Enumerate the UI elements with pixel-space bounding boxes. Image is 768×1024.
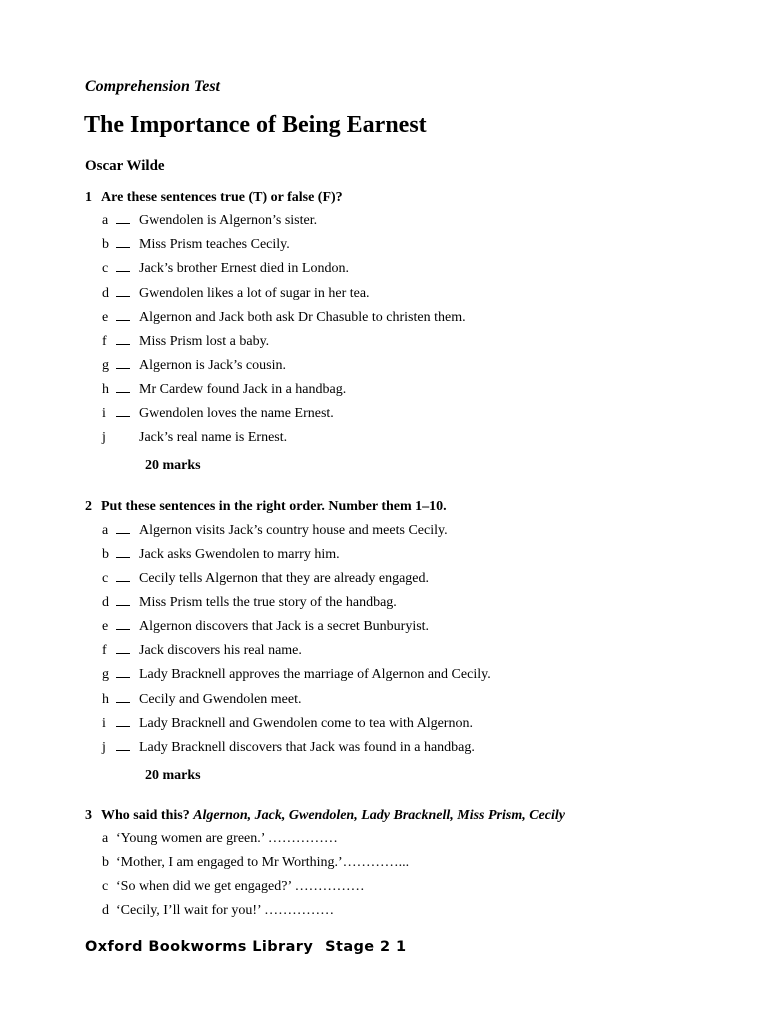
item-text: Algernon visits Jack’s country house and meets Cecily. (139, 523, 448, 538)
quote-text: ‘Cecily, I’ll wait for you!’ …………… (116, 903, 335, 918)
item-letter: b (102, 547, 109, 562)
item-letter: h (102, 382, 109, 397)
item-letter: a (102, 213, 109, 228)
answer-blank[interactable] (116, 595, 130, 606)
item-letter: c (102, 571, 109, 586)
q1-item (102, 285, 370, 303)
question-1-heading (85, 190, 343, 206)
q2-item (102, 739, 475, 757)
q3-item (102, 855, 409, 871)
q1-item (102, 236, 290, 254)
answer-blank[interactable] (116, 310, 130, 321)
item-text: Miss Prism lost a baby. (139, 334, 270, 349)
answer-blank[interactable] (116, 286, 130, 297)
q2-item (102, 522, 448, 540)
q3-item (102, 903, 334, 919)
q2-marks: 20 marks (145, 768, 201, 783)
author-name: Oscar Wilde (85, 158, 165, 174)
item-letter: i (102, 716, 106, 731)
q3-item (102, 831, 338, 847)
item-letter: f (102, 643, 107, 658)
q1-item (102, 260, 349, 278)
q1-item (102, 405, 334, 423)
stage-label: Stage 2 (325, 939, 391, 955)
item-letter: j (102, 430, 106, 445)
item-text: Cecily tells Algernon that they are already engaged. (139, 571, 430, 586)
answer-blank[interactable] (116, 382, 130, 393)
answer-blank[interactable] (116, 523, 130, 534)
question-number: 3 (85, 808, 92, 823)
item-letter: i (102, 406, 106, 421)
answer-blank[interactable] (116, 547, 130, 558)
item-letter: d (102, 286, 109, 301)
question-number: 1 (85, 190, 92, 205)
answer-blank[interactable] (116, 431, 130, 441)
q2-item (102, 594, 397, 612)
item-text: Miss Prism tells the true story of the handbag. (139, 595, 397, 610)
item-text: Jack’s brother Ernest died in London. (139, 261, 349, 276)
quote-text: ‘So when did we get engaged?’ …………… (116, 879, 365, 894)
quote-text: ‘Young women are green.’ …………… (116, 831, 338, 846)
item-text: Gwendolen likes a lot of sugar in her tea. (139, 286, 370, 301)
item-letter: c (102, 879, 109, 894)
answer-blank[interactable] (116, 571, 130, 582)
item-text: Algernon is Jack’s cousin. (139, 358, 286, 373)
answer-blank[interactable] (116, 667, 130, 678)
quote-text: ‘Mother, I am engaged to Mr Worthing.’…………... (116, 855, 410, 870)
page-title: The Importance of Being Earnest (84, 112, 427, 138)
item-letter: g (102, 358, 109, 373)
answer-blank[interactable] (116, 740, 130, 751)
item-letter: b (102, 855, 109, 870)
item-text: Jack’s real name is Ernest. (139, 430, 288, 445)
question-number: 2 (85, 499, 92, 514)
q1-item (102, 333, 269, 351)
answer-blank[interactable] (116, 237, 130, 248)
item-letter: e (102, 310, 109, 325)
question-prompt: Put these sentences in the right order. Number them 1–10. (101, 499, 447, 514)
item-text: Miss Prism teaches Cecily. (139, 237, 290, 252)
item-text: Mr Cardew found Jack in a handbag. (139, 382, 347, 397)
answer-blank[interactable] (116, 334, 130, 345)
answer-blank[interactable] (116, 716, 130, 727)
answer-blank[interactable] (116, 406, 130, 417)
footer (85, 939, 406, 955)
item-text: Jack discovers his real name. (139, 643, 302, 658)
answer-blank[interactable] (116, 643, 130, 654)
q2-item (102, 715, 473, 733)
q1-marks: 20 marks (145, 458, 201, 473)
item-letter: g (102, 667, 109, 682)
item-letter: e (102, 619, 109, 634)
item-text: Algernon and Jack both ask Dr Chasuble to christen them. (139, 310, 466, 325)
character-names: Algernon, Jack, Gwendolen, Lady Bracknell, Miss Prism, Cecily (193, 808, 565, 823)
item-letter: d (102, 595, 109, 610)
question-3-heading (85, 808, 565, 824)
question-prompt: Who said this? (101, 808, 190, 823)
item-text: Gwendolen loves the name Ernest. (139, 406, 334, 421)
item-letter: a (102, 523, 109, 538)
series-name: Oxford Bookworms Library (85, 939, 314, 955)
q1-item (102, 357, 286, 375)
item-text: Lady Bracknell and Gwendolen come to tea with Algernon. (139, 716, 473, 731)
item-text: Lady Bracknell approves the marriage of Algernon and Cecily. (139, 667, 491, 682)
q1-item (102, 381, 346, 399)
question-2-heading (85, 499, 447, 515)
item-text: Gwendolen is Algernon’s sister. (139, 213, 318, 228)
q2-item (102, 691, 302, 709)
item-text: Jack asks Gwendolen to marry him. (139, 547, 340, 562)
test-type-label: Comprehension Test (85, 78, 220, 95)
answer-blank[interactable] (116, 619, 130, 630)
q1-item (102, 429, 287, 447)
q2-item (102, 546, 340, 564)
answer-blank[interactable] (116, 358, 130, 369)
answer-blank[interactable] (116, 261, 130, 272)
q2-item (102, 666, 491, 684)
page-number: 1 (395, 939, 407, 955)
q2-item (102, 570, 429, 588)
q2-item (102, 618, 429, 636)
item-text: Cecily and Gwendolen meet. (139, 692, 302, 707)
question-prompt: Are these sentences true (T) or false (F)? (101, 190, 343, 205)
item-letter: d (102, 903, 109, 918)
item-text: Algernon discovers that Jack is a secret Bunburyist. (139, 619, 430, 634)
item-letter: b (102, 237, 109, 252)
item-letter: f (102, 334, 107, 349)
q1-item (102, 309, 466, 327)
item-letter: h (102, 692, 109, 707)
q2-item (102, 642, 302, 660)
item-letter: a (102, 831, 109, 846)
answer-blank[interactable] (116, 213, 130, 224)
answer-blank[interactable] (116, 692, 130, 703)
q1-item (102, 212, 317, 230)
item-text: Lady Bracknell discovers that Jack was found in a handbag. (139, 740, 475, 755)
item-letter: j (102, 740, 106, 755)
item-letter: c (102, 261, 109, 276)
q3-item (102, 879, 365, 895)
